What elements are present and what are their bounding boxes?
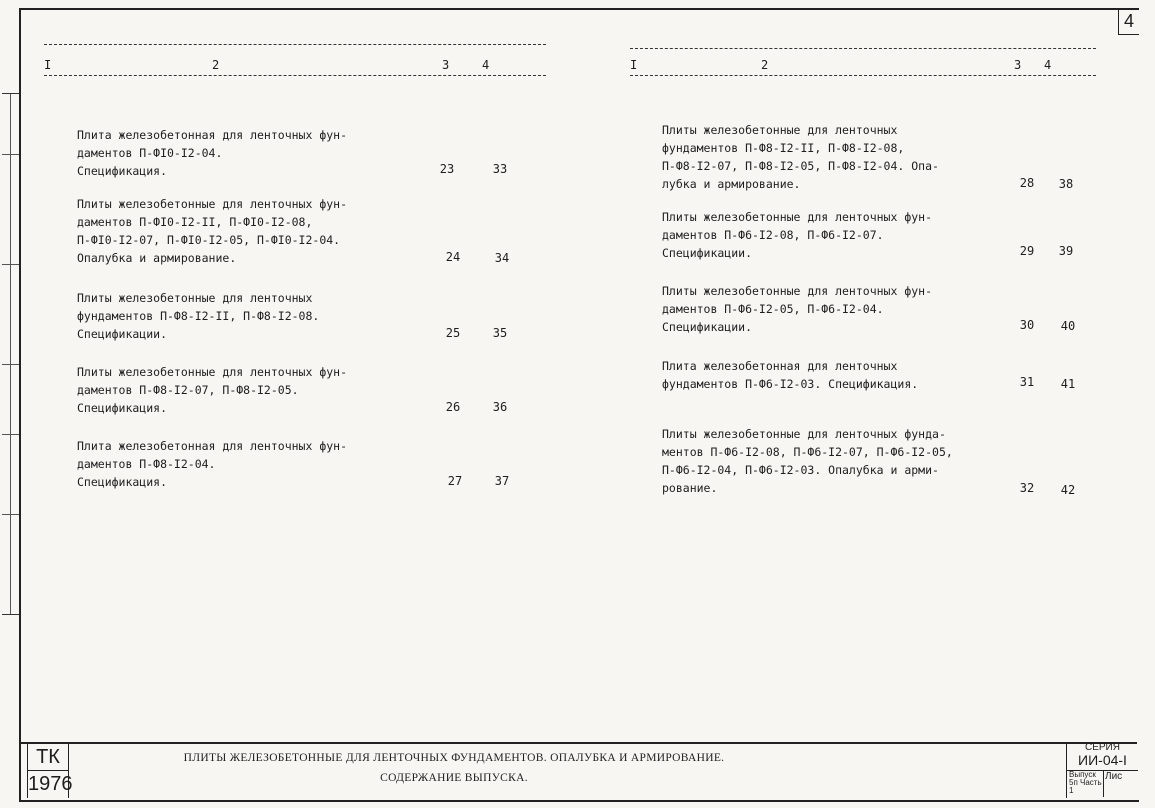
entry-text-line: даментов П-Ф8-I2-04.	[77, 457, 216, 471]
entry-text-line: ментов П-Ф6-I2-08, П-Ф6-I2-07, П-Ф6-I2-05,	[662, 445, 953, 459]
entry-text-line: фундаментов П-Ф8-I2-II, П-Ф8-I2-08.	[77, 309, 320, 323]
entry-text-line: П-Ф6-I2-04, П-Ф6-I2-03. Опалубка и арми-	[662, 463, 939, 477]
contents-entry	[662, 425, 953, 497]
entry-text-line: Спецификации.	[662, 246, 753, 260]
entry-text-line: рование.	[662, 481, 718, 495]
entry-sheet-number: 28	[1019, 176, 1035, 190]
left-column-header	[44, 42, 546, 78]
entry-text-line: Плиты железобетонные для ленточных фун-	[662, 210, 933, 224]
entry-text-line: Плиты железобетонные для ленточных фун-	[662, 284, 933, 298]
stamp-cell-line	[2, 154, 19, 155]
entry-text-line: Плиты железобетонные для ленточных фунда-	[662, 427, 946, 441]
contents-entry	[662, 357, 918, 393]
entry-text-line: фундаментов П-Ф6-I2-03. Спецификация.	[662, 377, 919, 391]
header-bottom-rule	[630, 75, 1096, 76]
issue-label: Выпуск 5п Часть 1	[1069, 771, 1104, 797]
entry-sheet-number: 27	[447, 474, 463, 488]
entry-text-line: Спецификация.	[77, 475, 168, 489]
contents-entry	[77, 437, 347, 491]
entry-text-line: Спецификации.	[77, 327, 168, 341]
stamp-cell-line	[2, 514, 19, 515]
issue-year: 1976	[28, 773, 73, 795]
entry-sheet-number: 32	[1019, 481, 1035, 495]
entry-text-line: Опалубка и армирование.	[77, 251, 237, 265]
organization-box	[27, 744, 73, 798]
contents-entry	[77, 126, 347, 180]
header-top-rule	[44, 44, 546, 45]
entry-sheet-number: 25	[445, 326, 461, 340]
header-col-4: 4	[482, 58, 490, 72]
document-subtitle-line: СОДЕРЖАНИЕ ВЫПУСКА.	[380, 772, 528, 784]
header-col-4: 4	[1044, 58, 1052, 72]
header-col-3: 3	[442, 58, 450, 72]
entry-text-line: Плиты железобетонные для ленточных фун-	[77, 197, 348, 211]
sheet-corner-number: 4	[1118, 8, 1139, 35]
entry-page-number: 37	[494, 474, 510, 488]
entry-text-line: П-Ф8-I2-07, П-Ф8-I2-05, П-Ф8-I2-04. Опа-	[662, 159, 939, 173]
entry-page-number: 35	[492, 326, 508, 340]
entry-sheet-number: 29	[1019, 244, 1035, 258]
entry-text-line: Спецификация.	[77, 401, 168, 415]
entry-page-number: 40	[1060, 319, 1076, 333]
stamp-cell-line	[2, 364, 19, 365]
entry-page-number: 42	[1060, 483, 1076, 497]
entry-sheet-number: 23	[439, 162, 455, 176]
entry-text-line: П-ФI0-I2-07, П-ФI0-I2-05, П-ФI0-I2-04.	[77, 233, 341, 247]
entry-sheet-number: 24	[445, 250, 461, 264]
organization-code: ТК	[28, 744, 68, 771]
entry-text-line: даментов П-Ф6-I2-08, П-Ф6-I2-07.	[662, 228, 884, 242]
entry-text-line: Плита железобетонная для ленточных фун-	[77, 439, 348, 453]
stamp-cell-line	[2, 434, 19, 435]
entry-text-line: даментов П-Ф6-I2-05, П-Ф6-I2-04.	[662, 302, 884, 316]
stamp-divider	[10, 94, 11, 614]
entry-page-number: 34	[494, 251, 510, 265]
stamp-cell-line	[2, 264, 19, 265]
contents-entry	[77, 195, 347, 267]
contents-entry	[77, 289, 319, 343]
header-top-rule	[630, 48, 1096, 49]
sheet-label: Лис	[1105, 771, 1123, 782]
header-col-2: 2	[212, 58, 220, 72]
entry-text-line: фундаментов П-Ф8-I2-II, П-Ф8-I2-08,	[662, 141, 905, 155]
header-col-1: I	[630, 58, 638, 72]
document-title	[174, 748, 734, 788]
entry-sheet-number: 30	[1019, 318, 1035, 332]
header-col-1: I	[44, 58, 52, 72]
entry-text-line: Плиты железобетонные для ленточных	[662, 123, 898, 137]
entry-text-line: Плита железобетонная для ленточных	[662, 359, 898, 373]
entry-text-line: Спецификации.	[662, 320, 753, 334]
entry-page-number: 33	[492, 162, 508, 176]
contents-entry	[662, 121, 939, 193]
document-title-line: ПЛИТЫ ЖЕЛЕЗОБЕТОННЫЕ ДЛЯ ЛЕНТОЧНЫХ ФУНДАМЕНТОВ. ОПАЛУБКА И АРМИРОВАНИЕ.	[183, 752, 725, 764]
header-col-2: 2	[761, 58, 769, 72]
contents-entry	[77, 363, 347, 417]
series-box	[1066, 744, 1138, 798]
entry-text-line: даментов П-ФI0-I2-II, П-ФI0-I2-08,	[77, 215, 313, 229]
entry-page-number: 39	[1058, 244, 1074, 258]
entry-text-line: Спецификация.	[77, 164, 168, 178]
entry-page-number: 41	[1060, 377, 1076, 391]
header-col-3: 3	[1014, 58, 1022, 72]
title-block	[19, 742, 1137, 800]
contents-entry	[662, 282, 932, 336]
entry-text-line: лубка и армирование.	[662, 177, 801, 191]
entry-text-line: даментов П-Ф8-I2-07, П-Ф8-I2-05.	[77, 383, 299, 397]
entry-text-line: даментов П-ФI0-I2-04.	[77, 146, 223, 160]
entry-page-number: 38	[1058, 177, 1074, 191]
header-bottom-rule	[44, 75, 546, 76]
right-column-header	[630, 42, 1096, 78]
series-label: СЕРИЯ	[1085, 742, 1120, 753]
approval-stamp-strip	[2, 93, 19, 615]
contents-entry	[662, 208, 932, 262]
entry-text-line: Плиты железобетонные для ленточных фун-	[77, 365, 348, 379]
entry-page-number: 36	[492, 400, 508, 414]
entry-text-line: Плиты железобетонные для ленточных	[77, 291, 313, 305]
entry-sheet-number: 26	[445, 400, 461, 414]
series-code: ИИ-04-I	[1067, 752, 1138, 771]
entry-sheet-number: 31	[1019, 375, 1035, 389]
entry-text-line: Плита железобетонная для ленточных фун-	[77, 128, 348, 142]
